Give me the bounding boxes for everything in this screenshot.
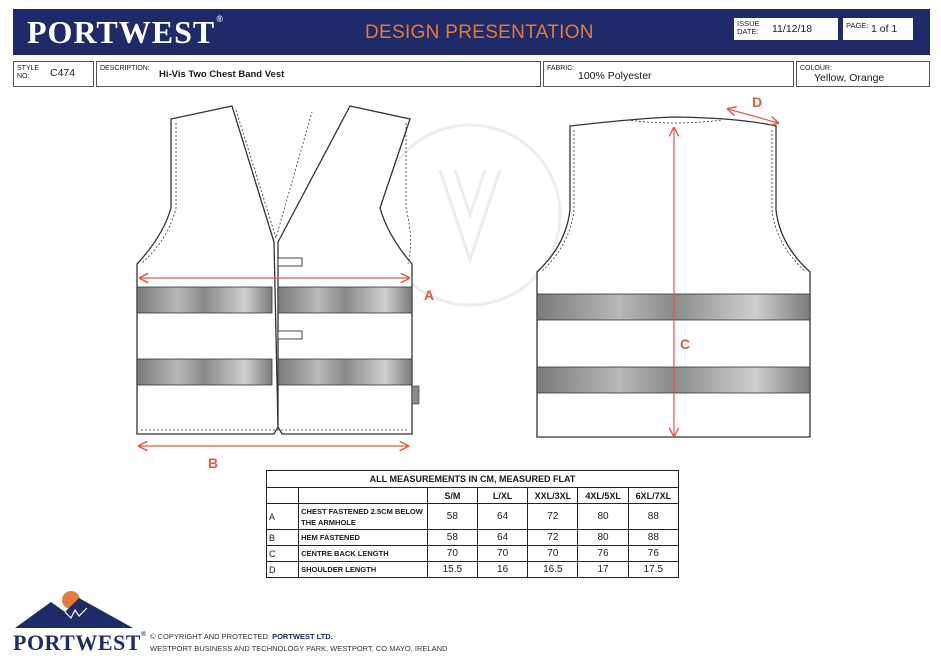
- brand-logo: PORTWEST®: [27, 14, 224, 50]
- footer-address: WESTPORT BUSINESS AND TECHNOLOGY PARK, WESTPORT, CO MAYO, IRELAND: [150, 644, 448, 653]
- dimension-d-label: D: [752, 94, 763, 110]
- footer-company: PORTWEST LTD.: [272, 632, 333, 641]
- row-code: A: [267, 504, 299, 530]
- row-value: 70: [427, 546, 477, 562]
- table-header-row: [267, 488, 679, 504]
- row-value: 16: [477, 562, 527, 578]
- table-row: [267, 562, 679, 578]
- mountain-logo-icon: [13, 588, 135, 630]
- issue-date-label: ISSUE DATE:: [737, 19, 760, 36]
- row-value: 58: [427, 530, 477, 546]
- dimension-b-label: B: [208, 455, 219, 470]
- row-description: HEM FASTENED: [299, 530, 428, 546]
- row-value: 70: [528, 546, 578, 562]
- fabric-value: 100% Polyester: [578, 70, 652, 82]
- size-header: 4XL/5XL: [578, 488, 628, 504]
- size-header: S/M: [427, 488, 477, 504]
- table-row: [267, 546, 679, 562]
- colour-label: COLOUR:: [800, 65, 832, 72]
- row-value: 15.5: [427, 562, 477, 578]
- size-header: 6XL/7XL: [628, 488, 678, 504]
- fabric-label: FABRIC:: [547, 65, 575, 72]
- row-description: CHEST FASTENED 2.5CM BELOW THE ARMHOLE: [299, 504, 428, 530]
- style-number-label: STYLE NO:: [17, 65, 40, 80]
- style-number-value: C474: [50, 67, 76, 79]
- row-value: 72: [528, 504, 578, 530]
- table-row: [267, 504, 679, 530]
- description-value: Hi-Vis Two Chest Band Vest: [159, 69, 285, 80]
- row-value: 76: [628, 546, 678, 562]
- page-value: 1 of 1: [871, 23, 898, 35]
- dimension-a-label: A: [424, 287, 435, 303]
- row-code: D: [267, 562, 299, 578]
- page-label: PAGE:: [846, 21, 869, 30]
- size-header: L/XL: [477, 488, 527, 504]
- row-description: CENTRE BACK LENGTH: [299, 546, 428, 562]
- measurements-table: [266, 470, 679, 578]
- issue-date-value: 11/12/18: [772, 23, 813, 35]
- footer-brand-logo: PORTWEST®: [13, 630, 147, 655]
- colour-value: Yellow, Orange: [814, 72, 885, 84]
- row-value: 80: [578, 530, 628, 546]
- row-code: B: [267, 530, 299, 546]
- row-value: 88: [628, 504, 678, 530]
- table-title: ALL MEASUREMENTS IN CM, MEASURED FLAT: [267, 471, 679, 488]
- dimension-c-label: C: [680, 336, 691, 352]
- footer-copyright: © COPYRIGHT AND PROTECTED: PORTWEST LTD.: [150, 632, 333, 641]
- description-label: DESCRIPTION:: [100, 65, 150, 72]
- row-value: 76: [578, 546, 628, 562]
- row-value: 70: [477, 546, 527, 562]
- row-code: C: [267, 546, 299, 562]
- row-value: 58: [427, 504, 477, 530]
- size-header: XXL/3XL: [528, 488, 578, 504]
- row-value: 88: [628, 530, 678, 546]
- row-value: 16.5: [528, 562, 578, 578]
- row-value: 80: [578, 504, 628, 530]
- row-value: 64: [477, 504, 527, 530]
- row-value: 72: [528, 530, 578, 546]
- row-value: 17: [578, 562, 628, 578]
- row-value: 17.5: [628, 562, 678, 578]
- document-title: DESIGN PRESENTATION: [365, 22, 594, 43]
- row-description: SHOULDER LENGTH: [299, 562, 428, 578]
- table-row: [267, 530, 679, 546]
- row-value: 64: [477, 530, 527, 546]
